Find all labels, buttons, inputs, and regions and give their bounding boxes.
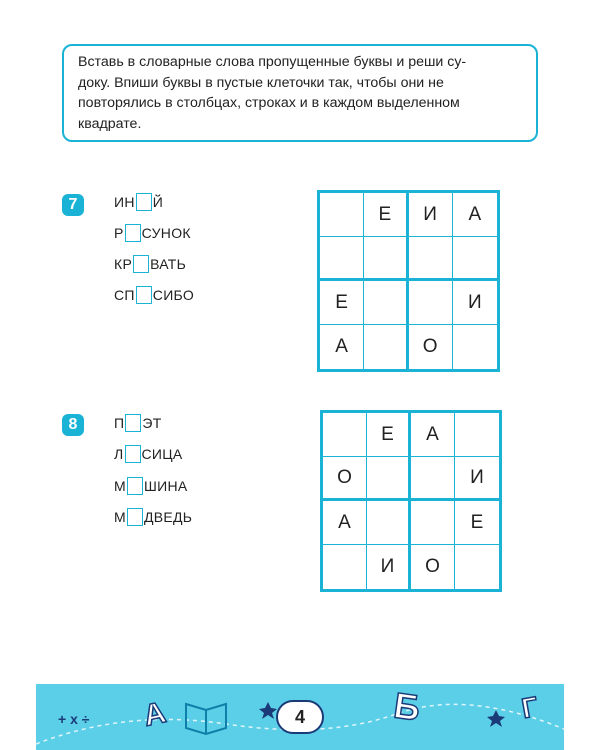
sudoku-cell: Е: [364, 193, 408, 237]
decor-letter-a: А: [140, 696, 169, 733]
sudoku-cell[interactable]: [320, 237, 364, 281]
letter-blank[interactable]: [125, 445, 141, 463]
sudoku-cell[interactable]: [367, 457, 411, 501]
instruction-line: квадрате.: [78, 115, 142, 132]
star-icon: [259, 702, 277, 719]
task-8-number: 8: [62, 414, 84, 436]
sudoku-cell: О: [411, 545, 455, 589]
sudoku-cell[interactable]: [364, 237, 408, 281]
sudoku-cell: Е: [320, 281, 364, 325]
word-part: М: [114, 478, 126, 494]
word-8-1: [114, 413, 162, 433]
letter-blank[interactable]: [136, 286, 152, 304]
sudoku-cell: А: [320, 325, 364, 369]
instruction-line: повторялись в столбцах, строках и в каждом выделенном: [78, 95, 460, 111]
sudoku-cell: Е: [455, 501, 499, 545]
word-7-4: [114, 285, 194, 305]
star-icon: [487, 710, 505, 727]
letter-blank[interactable]: [136, 193, 152, 211]
word-part: П: [114, 415, 125, 431]
sudoku-cell[interactable]: [453, 325, 497, 369]
word-part: ДВЕДЬ: [143, 509, 193, 525]
sudoku-cell: А: [453, 193, 497, 237]
word-part: СП: [114, 287, 135, 303]
word-part: ИН: [114, 194, 135, 210]
decor-letter-b: Б: [391, 684, 423, 729]
sudoku-cell: И: [453, 281, 497, 325]
decor-letter-g: Г: [519, 690, 541, 725]
sudoku-cell[interactable]: [409, 237, 453, 281]
word-part: ВАТЬ: [150, 256, 187, 272]
sudoku-cell[interactable]: [364, 325, 408, 369]
word-part: Й: [152, 194, 164, 210]
sudoku-cell: И: [455, 457, 499, 501]
word-part: Р: [114, 225, 124, 241]
book-icon: [186, 704, 226, 734]
letter-blank[interactable]: [127, 477, 143, 495]
word-part: М: [114, 509, 126, 525]
sudoku-grid-7: [317, 190, 500, 372]
word-part: СУНОК: [141, 225, 191, 241]
word-8-3: [114, 476, 188, 496]
sudoku-cell[interactable]: [455, 413, 499, 457]
sudoku-cell[interactable]: [409, 281, 453, 325]
word-part: ШИНА: [143, 478, 188, 494]
word-7-3: [114, 254, 186, 274]
page-number: 4: [276, 700, 324, 734]
sudoku-cell[interactable]: [323, 545, 367, 589]
sudoku-cell: А: [323, 501, 367, 545]
sudoku-cell: Е: [367, 413, 411, 457]
word-part: СИЦА: [141, 446, 183, 462]
word-part: Л: [114, 446, 124, 462]
sudoku-cell: О: [323, 457, 367, 501]
sudoku-cell[interactable]: [453, 237, 497, 281]
sudoku-cell[interactable]: [455, 545, 499, 589]
sudoku-cell[interactable]: [367, 501, 411, 545]
task-7-number: 7: [62, 194, 84, 216]
sudoku-cell[interactable]: [323, 413, 367, 457]
sudoku-cell[interactable]: [411, 501, 455, 545]
word-8-4: [114, 507, 192, 527]
instruction-line: Вставь в словарные слова пропущенные буквы и реши су-: [78, 54, 467, 70]
letter-blank[interactable]: [133, 255, 149, 273]
sudoku-cell: И: [409, 193, 453, 237]
word-part: ЭТ: [142, 415, 162, 431]
word-7-2: [114, 223, 191, 243]
letter-blank[interactable]: [125, 224, 141, 242]
word-8-2: [114, 444, 183, 464]
sudoku-cell[interactable]: [320, 193, 364, 237]
instruction-box: [62, 44, 538, 142]
sudoku-cell[interactable]: [411, 457, 455, 501]
sudoku-cell: О: [409, 325, 453, 369]
instruction-line: доку. Впиши буквы в пустые клеточки так, чтобы они не: [78, 74, 444, 91]
word-7-1: [114, 192, 163, 212]
word-part: КР: [114, 256, 133, 272]
word-part: СИБО: [152, 287, 195, 303]
math-symbols-icon: + x ÷: [58, 711, 90, 727]
letter-blank[interactable]: [125, 414, 141, 432]
letter-blank[interactable]: [127, 508, 143, 526]
sudoku-cell: И: [367, 545, 411, 589]
sudoku-grid-8: [320, 410, 502, 592]
sudoku-cell: А: [411, 413, 455, 457]
sudoku-cell[interactable]: [364, 281, 408, 325]
